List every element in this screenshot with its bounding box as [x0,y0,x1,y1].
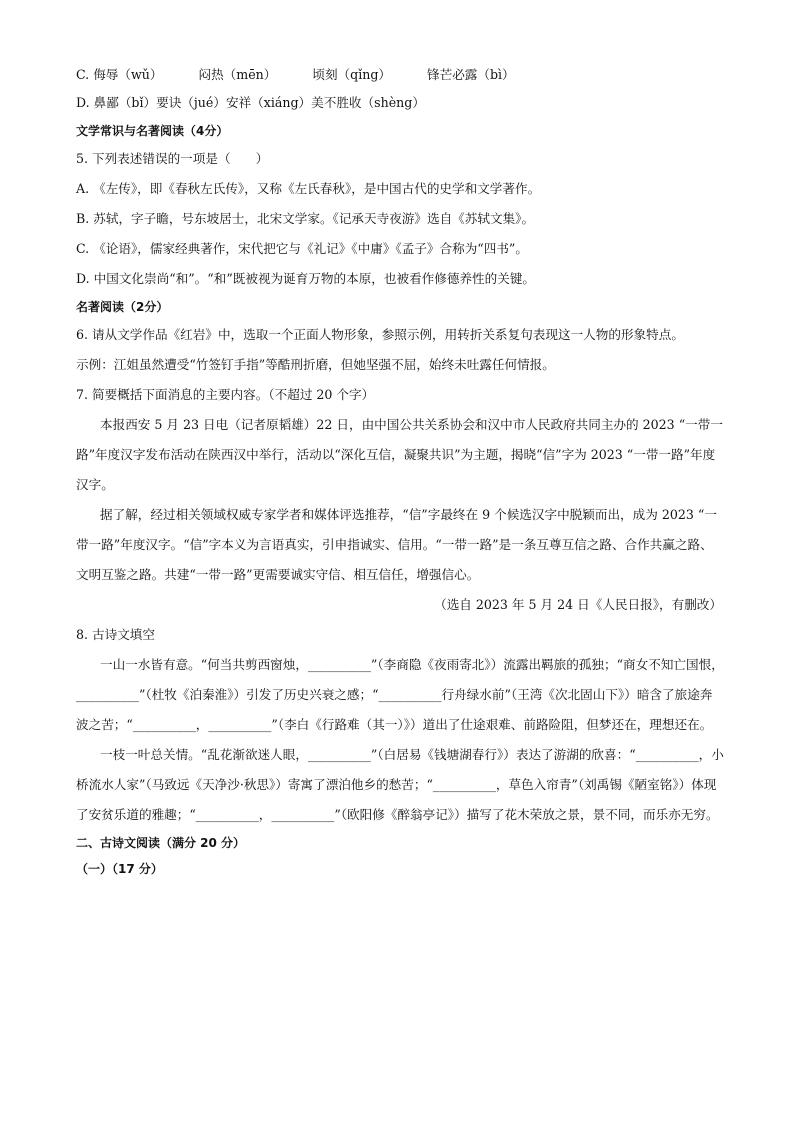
q5-option-a: A. 《左传》，即《春秋左氏传》，又称《左氏春秋》，是中国古代的史学和文学著作。 [76,181,541,196]
part-two-subheading: （一）（17 分） [76,862,163,876]
q7-prompt: 7. 简要概括下面消息的主要内容。（不超过 20 个字） [76,387,375,402]
q8-prompt: 8. 古诗文填空 [76,627,155,642]
q5-option-c: C. 《论语》，儒家经典著作，宋代把它与《礼记》《中庸》《孟子》合称为“四书”。 [76,241,528,256]
part-two-heading: 二、古诗文阅读（满分 20 分） [76,836,246,850]
q5-option-d: D. 中国文化崇尚“和”。“和”既被视为诞育万物的本原，也被看作修德养性的关键。 [76,271,536,286]
q8-paragraph-1: 一山一水皆有意。“何当共剪西窗烛，__________”（李商隐《夜雨寄北》）流露出羁旅的孤独；“商女不知亡国恨，__________”（杜牧《泊秦淮》）引发了历史兴衰之感；“__________行舟绿水前”（王湾《次北固山下》）暗含了旅途奔波之苦；“__________，__________”（李白《行路难（其一）》）道出了仕途艰难、前路险阻，但梦还在，理想还在。 [76,657,724,732]
q4-option-d: D. 鼻鄙（bǐ）要诀（jué）安祥（xiáng）美不胜收（shèng） [76,95,425,110]
q4-option-c [76,62,724,88]
q7-news-paragraph-2: 据了解，经过相关领域权威专家学者和媒体评选推荐，“信”字最终在 9 个候选汉字中脱颖而出，成为 2023 “一带一路”年度汉字。“信”字本义为言语真实，引申指诚实、信用。“一带一路”是一条互尊互信之路、合作共赢之路、文明互鉴之路。共建“一带一路”更需要诚实守信、相互信任，增强信心。 [76,507,717,582]
q8-paragraph-2: 一枝一叶总关情。“乱花渐欲迷人眼，__________”（白居易《钱塘湖春行》）表达了游湖的欣喜：“__________，小桥流水人家”（马致远《天净沙·秋思》）寄寓了漂泊他乡的愁苦；“__________，草色入帘青”（刘禹锡《陋室铭》）体现了安贫乐道的雅趣；“__________，__________”（欧阳修《醉翁亭记》）描写了花木荣放之景，景不同，而乐亦无穷。 [76,747,724,822]
q7-source: （选自 2023 年 5 月 24 日《人民日报》，有删改） [434,597,722,612]
section-heading-literature: 文学常识与名著阅读（4分） [76,124,229,138]
q5-prompt: 5. 下列表述错误的一项是（ ） [76,151,269,166]
section-heading-classics: 名著阅读（2分） [76,300,169,314]
q4-c-word-2: 闷热（mēn） [198,67,277,82]
q6-prompt: 6. 请从文学作品《红岩》中，选取一个正面人物形象，参照示例，用转折关系复句表现这一人物的形象特点。 [76,327,684,342]
q7-news-paragraph-1: 本报西安 5 月 23 日电（记者原韬雄）22 日，由中国公共关系协会和汉中市人民政府共同主办的 2023 “一带一路”年度汉字发布活动在陕西汉中举行，活动以“深化互信，凝聚共识”为主题，揭晓“信”字为 2023 “一带一路”年度汉字。 [76,417,723,492]
q4-c-word-4: 锋芒必露（bì） [427,67,515,82]
q4-c-word-1: C. 侮辱（wǔ） [76,67,163,82]
q4-c-word-3: 顷刻（qǐng） [312,67,391,82]
q5-option-b: B. 苏轼，字子瞻，号东坡居士，北宋文学家。《记承天寺夜游》选自《苏轼文集》。 [76,211,535,226]
exam-page [76,62,724,882]
q6-example: 示例：江姐虽然遭受“竹签钉手指”等酷刑折磨，但她坚强不屈，始终未吐露任何情报。 [76,357,555,372]
